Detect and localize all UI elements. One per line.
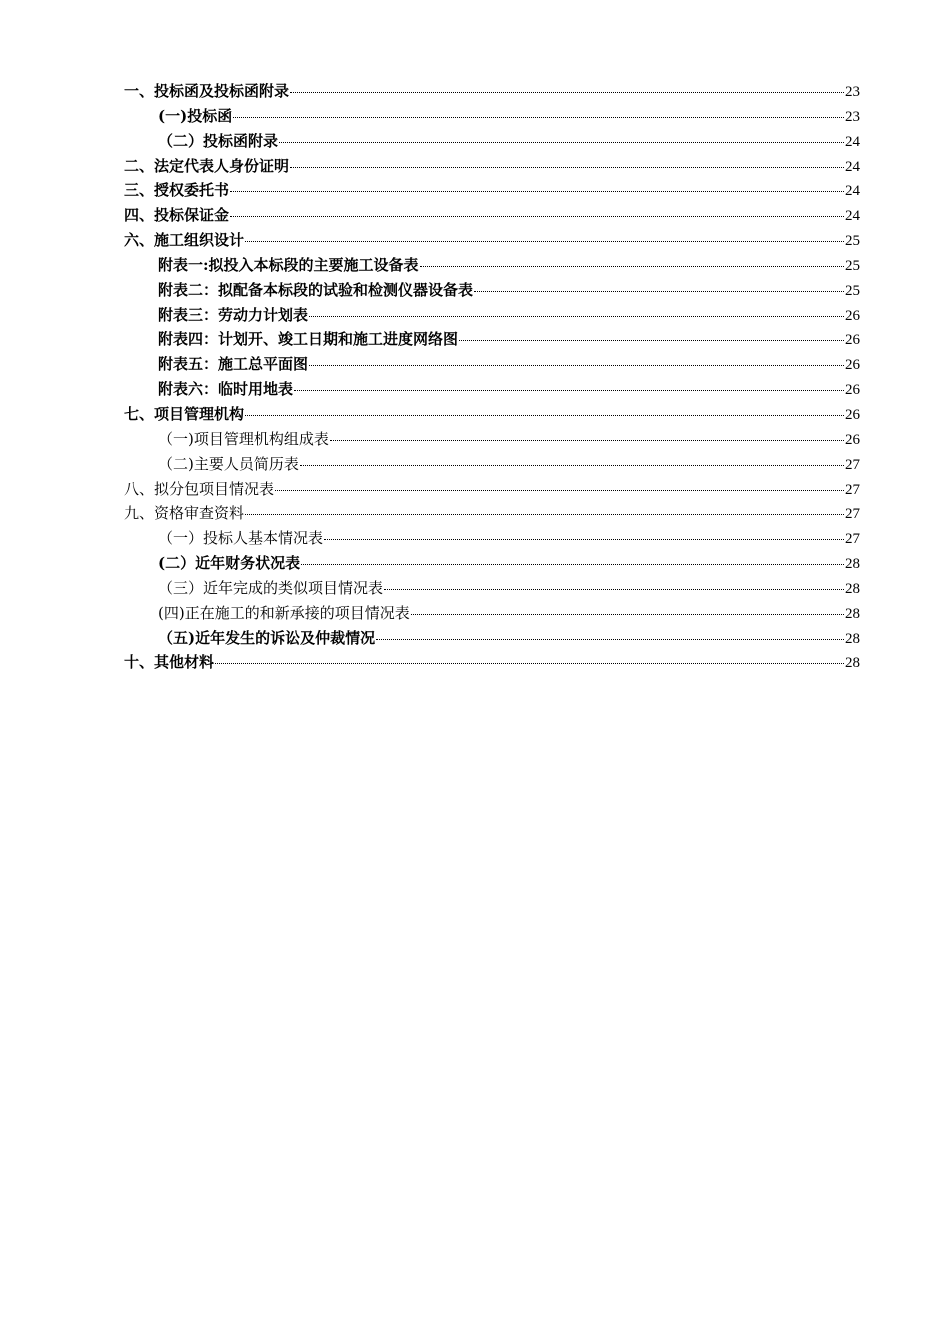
toc-leader-dots — [309, 365, 844, 366]
toc-entry-title: （三）近年完成的类似项目情况表 — [158, 578, 384, 597]
toc-entry[interactable] — [124, 328, 860, 353]
toc-leader-dots — [215, 663, 844, 664]
toc-leader-dots — [309, 316, 844, 317]
toc-entry-title: 九、资格审查资料 — [124, 504, 245, 523]
toc-entry-title: 八、拟分包项目情况表 — [124, 479, 275, 498]
toc-entry-page: 24 — [845, 183, 860, 200]
toc-leader-dots — [275, 490, 844, 491]
toc-entry-title: 附表二：拟配备本标段的试验和检测仪器设备表 — [158, 280, 474, 299]
toc-leader-dots — [290, 92, 844, 93]
toc-entry-title: 一、投标函及投标函附录 — [124, 82, 290, 100]
toc-entry[interactable] — [124, 229, 860, 254]
toc-entry-page: 28 — [845, 655, 860, 672]
toc-entry-page: 27 — [845, 481, 860, 498]
toc-entry[interactable] — [124, 577, 860, 602]
toc-entry-title: 十、其他材料 — [124, 653, 215, 672]
toc-leader-dots — [301, 564, 844, 565]
toc-leader-dots — [376, 639, 844, 640]
toc-entry-title: 附表五：施工总平面图 — [158, 355, 309, 374]
toc-entry[interactable] — [124, 627, 860, 652]
toc-entry-page: 26 — [845, 382, 860, 399]
toc-leader-dots — [384, 589, 844, 590]
toc-entry-page: 23 — [845, 108, 860, 125]
toc-entry-title: 三、授权委托书 — [124, 181, 230, 200]
toc-entry[interactable] — [124, 353, 860, 378]
toc-entry[interactable] — [124, 254, 860, 279]
toc-entry-page: 28 — [845, 580, 860, 597]
toc-leader-dots — [230, 191, 844, 192]
toc-leader-dots — [230, 216, 844, 217]
toc-entry[interactable] — [124, 130, 860, 155]
toc-entry[interactable] — [124, 552, 860, 577]
toc-entry-title: 四、投标保证金 — [124, 206, 230, 225]
toc-leader-dots — [245, 514, 844, 515]
toc-entry[interactable] — [124, 428, 860, 453]
toc-leader-dots — [411, 614, 844, 615]
toc-entry[interactable] — [124, 651, 860, 676]
toc-entry-page: 26 — [845, 406, 860, 423]
toc-leader-dots — [459, 340, 844, 341]
toc-entry-title: (二）近年财务状况表 — [158, 554, 301, 573]
toc-entry-title: 附表四：计划开、竣工日期和施工进度网络图 — [158, 330, 459, 349]
toc-entry-title: （五)近年发生的诉讼及仲裁情况 — [158, 628, 376, 647]
toc-entry[interactable] — [124, 80, 860, 105]
toc-entry-page: 25 — [845, 257, 860, 274]
toc-entry-title: 二、法定代表人身份证明 — [124, 156, 290, 175]
toc-entry-page: 26 — [845, 307, 860, 324]
toc-leader-dots — [290, 167, 844, 168]
toc-entry[interactable] — [124, 204, 860, 229]
toc-entry-page: 27 — [845, 506, 860, 523]
toc-entry[interactable] — [124, 527, 860, 552]
toc-entry-title: 六、施工组织设计 — [124, 231, 245, 250]
toc-entry-page: 26 — [845, 332, 860, 349]
toc-entry-page: 27 — [845, 531, 860, 548]
toc-entry-title: (四)正在施工的和新承接的项目情况表 — [158, 603, 410, 622]
toc-entry-title: （一）投标人基本情况表 — [158, 529, 324, 548]
toc-entry-title: （二）投标函附录 — [158, 131, 279, 150]
toc-leader-dots — [330, 440, 844, 441]
toc-entry-title: 附表一:拟投入本标段的主要施工设备表 — [158, 255, 419, 274]
toc-entry-title: 附表六：临时用地表 — [158, 380, 294, 399]
toc-entry-page: 28 — [845, 605, 860, 622]
toc-entry[interactable] — [124, 279, 860, 304]
toc-entry-page: 26 — [845, 357, 860, 374]
toc-entry-title: 附表三：劳动力计划表 — [158, 305, 309, 324]
toc-entry-title: （二)主要人员简历表 — [158, 454, 299, 473]
toc-entry-title: （一)项目管理机构组成表 — [158, 429, 329, 448]
toc-entry-title: 七、项目管理机构 — [124, 404, 245, 423]
toc-leader-dots — [300, 465, 844, 466]
toc-entry[interactable] — [124, 478, 860, 503]
table-of-contents — [124, 80, 860, 676]
toc-entry-page: 28 — [845, 556, 860, 573]
toc-entry-page: 24 — [845, 208, 860, 225]
toc-leader-dots — [279, 142, 844, 143]
toc-entry-page: 27 — [845, 456, 860, 473]
toc-leader-dots — [474, 291, 844, 292]
toc-entry[interactable] — [124, 403, 860, 428]
toc-leader-dots — [420, 266, 844, 267]
toc-leader-dots — [294, 390, 844, 391]
toc-entry-title: (一)投标函 — [158, 106, 233, 125]
toc-entry[interactable] — [124, 378, 860, 403]
toc-entry-page: 25 — [845, 233, 860, 250]
toc-entry-page: 24 — [845, 158, 860, 175]
toc-leader-dots — [233, 117, 844, 118]
toc-entry-page: 28 — [845, 630, 860, 647]
toc-entry-page: 24 — [845, 133, 860, 150]
toc-leader-dots — [324, 539, 844, 540]
toc-entry[interactable] — [124, 453, 860, 478]
toc-entry-page: 26 — [845, 431, 860, 448]
toc-entry-page: 23 — [845, 84, 860, 100]
toc-entry[interactable] — [124, 105, 860, 130]
toc-leader-dots — [245, 415, 844, 416]
toc-entry[interactable] — [124, 179, 860, 204]
toc-entry[interactable] — [124, 602, 860, 627]
toc-leader-dots — [245, 241, 844, 242]
toc-entry[interactable] — [124, 304, 860, 329]
toc-entry[interactable] — [124, 155, 860, 180]
toc-entry[interactable] — [124, 502, 860, 527]
toc-entry-page: 25 — [845, 282, 860, 299]
